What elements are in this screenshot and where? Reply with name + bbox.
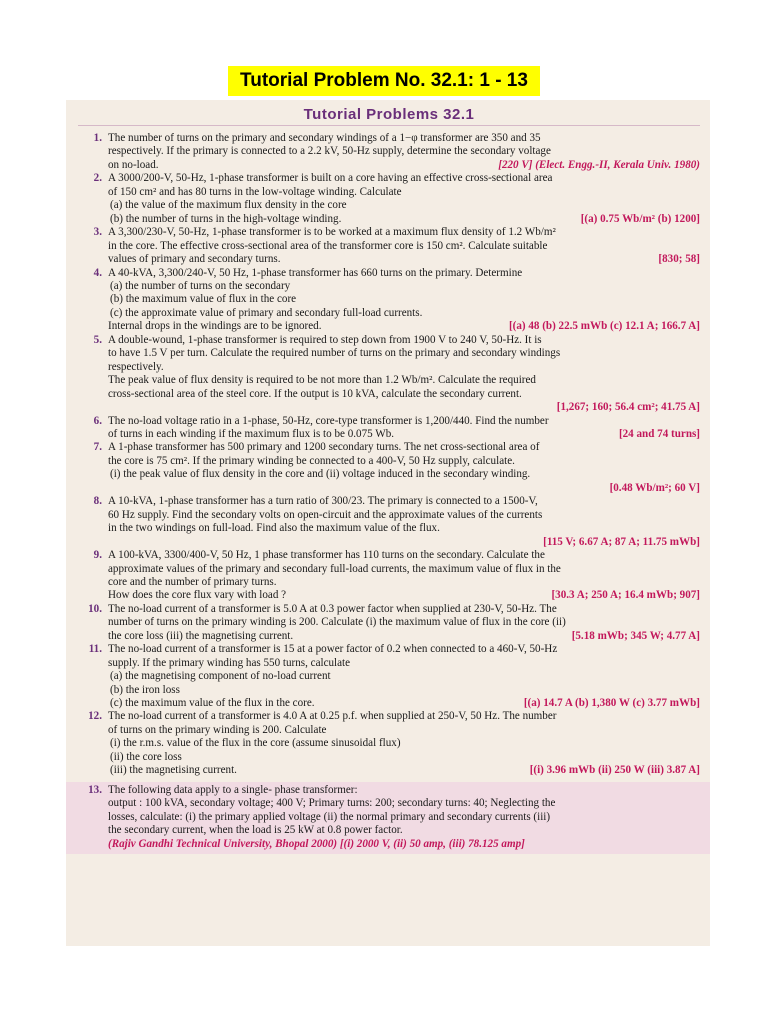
problem-answer: [0.48 Wb/m²; 60 V] (609, 481, 700, 494)
problem-line: in the core. The effective cross-sectional area of the transformer core is 150 cm². Calculate suitable (108, 239, 548, 252)
problem-line: The no-load voltage ratio in a 1-phase, 50-Hz, core-type transformer is 1,200/440. Find the number (108, 414, 549, 427)
problem-line: losses, calculate: (i) the primary applied voltage (ii) the normal primary and secondary currents (iii) (108, 810, 551, 823)
problem-line: (a) the number of turns on the secondary (110, 279, 291, 292)
problem-12 (78, 710, 700, 777)
section-heading: Tutorial Problems 32.1 (303, 106, 475, 123)
problem-number: 9. (93, 549, 102, 562)
problem-line: output : 100 kVA, secondary voltage; 400 V; Primary turns: 200; secondary turns: 40; Neglecting the (108, 797, 556, 810)
problem-13 (66, 782, 710, 854)
problem-answer: [(i) 3.96 mWb (ii) 250 W (iii) 3.87 A] (529, 764, 700, 777)
problem-line: respectively. (108, 360, 164, 373)
problem-line: (a) the magnetising component of no-load current (110, 670, 331, 683)
problem-line: The peak value of flux density is required to be not more than 1.2 Wb/m². Calculate the required (108, 374, 536, 387)
problem-line: How does the core flux vary with load ? (108, 589, 287, 602)
problem-2 (78, 172, 700, 226)
problem-line: core and the number of primary turns. (108, 575, 277, 588)
problem-line: A 40-kVA, 3,300/240-V, 50 Hz, 1-phase transformer has 660 turns on the primary. Determine (108, 266, 523, 279)
problem-line: A 3,300/230-V, 50-Hz, 1-phase transformer is to be worked at a maximum flux density of 1.2 Wb/m² (108, 226, 556, 239)
problem-line: on no-load. (108, 158, 159, 171)
problem-number: 5. (93, 333, 102, 346)
problem-line: in the two windings on full-load. Find also the maximum value of the flux. (108, 522, 440, 535)
problem-answer: [24 and 74 turns] (618, 427, 700, 440)
problem-line: A 1-phase transformer has 500 primary and 1200 secondary turns. The net cross-sectional area of (108, 441, 540, 454)
problem-line: The following data apply to a single- phase transformer: (108, 783, 358, 796)
problem-line: (b) the iron loss (110, 683, 180, 696)
problem-6 (78, 415, 700, 442)
problem-line: (c) the approximate value of primary and secondary full-load currents. (110, 306, 423, 319)
problem-line: (i) the r.m.s. value of the flux in the core (assume sinusoidal flux) (110, 737, 401, 750)
problem-answer: (Rajiv Gandhi Technical University, Bhopal 2000) [(i) 2000 V, (ii) 50 amp, (iii) 78.125 amp] (108, 837, 525, 850)
problem-answer: [1,267; 160; 56.4 cm²; 41.75 A] (556, 401, 700, 414)
problem-line: The no-load current of a transformer is 4.0 A at 0.25 p.f. when supplied at 250-V, 50 Hz. The number (108, 710, 557, 723)
problem-line: values of primary and secondary turns. (108, 253, 281, 266)
problem-8 (78, 495, 700, 549)
problem-5 (78, 334, 700, 415)
problem-number: 2. (93, 172, 102, 185)
problem-9 (78, 549, 700, 603)
problem-line: The no-load current of a transformer is 5.0 A at 0.3 power factor when supplied at 230-V, 50-Hz. The (108, 602, 557, 615)
problem-number: 7. (93, 441, 102, 454)
problem-line: of turns in each winding if the maximum flux is to be 0.075 Wb. (108, 427, 395, 440)
problem-number: 12. (88, 710, 102, 723)
problem-line: of turns on the primary winding is 200. Calculate (108, 723, 327, 736)
problem-line: (b) the maximum value of flux in the core (110, 293, 297, 306)
problem-line: (i) the peak value of flux density in the core and (ii) voltage induced in the secondary winding. (110, 468, 531, 481)
problem-number: 10. (88, 602, 102, 615)
problem-line: of 150 cm² and has 80 turns in the low-voltage winding. Calculate (108, 185, 402, 198)
problem-answer: [220 V] (Elect. Engg.-II, Kerala Univ. 1980) (498, 158, 700, 171)
problem-line: the core loss (iii) the magnetising current. (108, 629, 294, 642)
problem-line: A 10-kVA, 1-phase transformer has a turn ratio of 300/23. The primary is connected to a 1500-V, (108, 495, 538, 508)
problem-line: the secondary current, when the load is 25 kW at 0.8 power factor. (108, 824, 403, 837)
problem-line: (ii) the core loss (110, 750, 182, 763)
problem-line: the core is 75 cm². If the primary winding be connected to a 400-V, 50 Hz supply, calculate. (108, 454, 515, 467)
problem-7 (78, 441, 700, 495)
problem-number: 1. (93, 132, 102, 144)
banner-title: Tutorial Problem No. 32.1: 1 - 13 (228, 66, 540, 96)
problem-3 (78, 226, 700, 266)
problem-line: Internal drops in the windings are to be ignored. (108, 320, 322, 333)
scanned-page (66, 100, 710, 946)
problem-line: (iii) the magnetising current. (110, 764, 237, 777)
problem-line: A double-wound, 1-phase transformer is required to step down from 1900 V to 240 V, 50-Hz. It is (108, 333, 542, 346)
problem-line: The no-load current of a transformer is 15 at a power factor of 0.2 when connected to a 460-V, 50-Hz (108, 643, 558, 656)
problem-line: (a) the value of the maximum flux density in the core (110, 199, 347, 212)
problem-line: 60 Hz supply. Find the secondary volts on open-circuit and the approximate values of the currents (108, 508, 543, 521)
problem-number: 13. (88, 783, 102, 796)
problem-line: respectively. If the primary is connected to a 2.2 kV, 50-Hz supply, determine the secondary voltage (108, 145, 551, 158)
problem-number: 6. (93, 414, 102, 427)
problem-4 (78, 267, 700, 334)
problem-line: (c) the maximum value of the flux in the core. (110, 697, 315, 710)
problem-number: 3. (93, 226, 102, 239)
problem-answer: [115 V; 6.67 A; 87 A; 11.75 mWb] (543, 535, 700, 548)
problem-line: supply. If the primary winding has 550 turns, calculate (108, 656, 351, 669)
problem-answer: [(a) 48 (b) 22.5 mWb (c) 12.1 A; 166.7 A] (508, 320, 700, 333)
problem-line: A 100-kVA, 3300/400-V, 50 Hz, 1 phase transformer has 110 turns on the secondary. Calculate the (108, 549, 545, 562)
problem-answer: [5.18 mWb; 345 W; 4.77 A] (571, 629, 700, 642)
problem-answer: [(a) 14.7 A (b) 1,380 W (c) 3.77 mWb] (523, 697, 700, 710)
problem-line: (b) the number of turns in the high-voltage winding. (110, 212, 342, 225)
problem-answer: [30.3 A; 250 A; 16.4 mWb; 907] (551, 589, 700, 602)
problem-line: A 3000/200-V, 50-Hz, 1-phase transformer is built on a core having an effective cross-sectional area (108, 172, 553, 185)
problem-line: cross-sectional area of the steel core. If the output is 10 kVA, calculate the secondary current. (108, 387, 522, 400)
problem-11 (78, 643, 700, 710)
problem-line: to have 1.5 V per turn. Calculate the required number of turns on the primary and secondary windings (108, 347, 561, 360)
problem-10 (78, 603, 700, 643)
problem-number: 4. (93, 266, 102, 279)
problem-number: 11. (88, 643, 102, 656)
heading-divider (78, 125, 700, 126)
problem-answer: [(a) 0.75 Wb/m² (b) 1200] (580, 212, 700, 225)
problem-line: number of turns on the primary winding is 200. Calculate (i) the maximum value of flux in the core (ii) (108, 616, 566, 629)
problem-answer: [830; 58] (658, 253, 700, 266)
problem-number: 8. (93, 495, 102, 508)
problem-line: The number of turns on the primary and secondary windings of a 1−φ transformer are 350 and 35 (108, 132, 541, 144)
problem-1 (78, 132, 700, 172)
problem-line: approximate values of the primary and secondary full-load currents, the maximum value of flux in the (108, 562, 561, 575)
